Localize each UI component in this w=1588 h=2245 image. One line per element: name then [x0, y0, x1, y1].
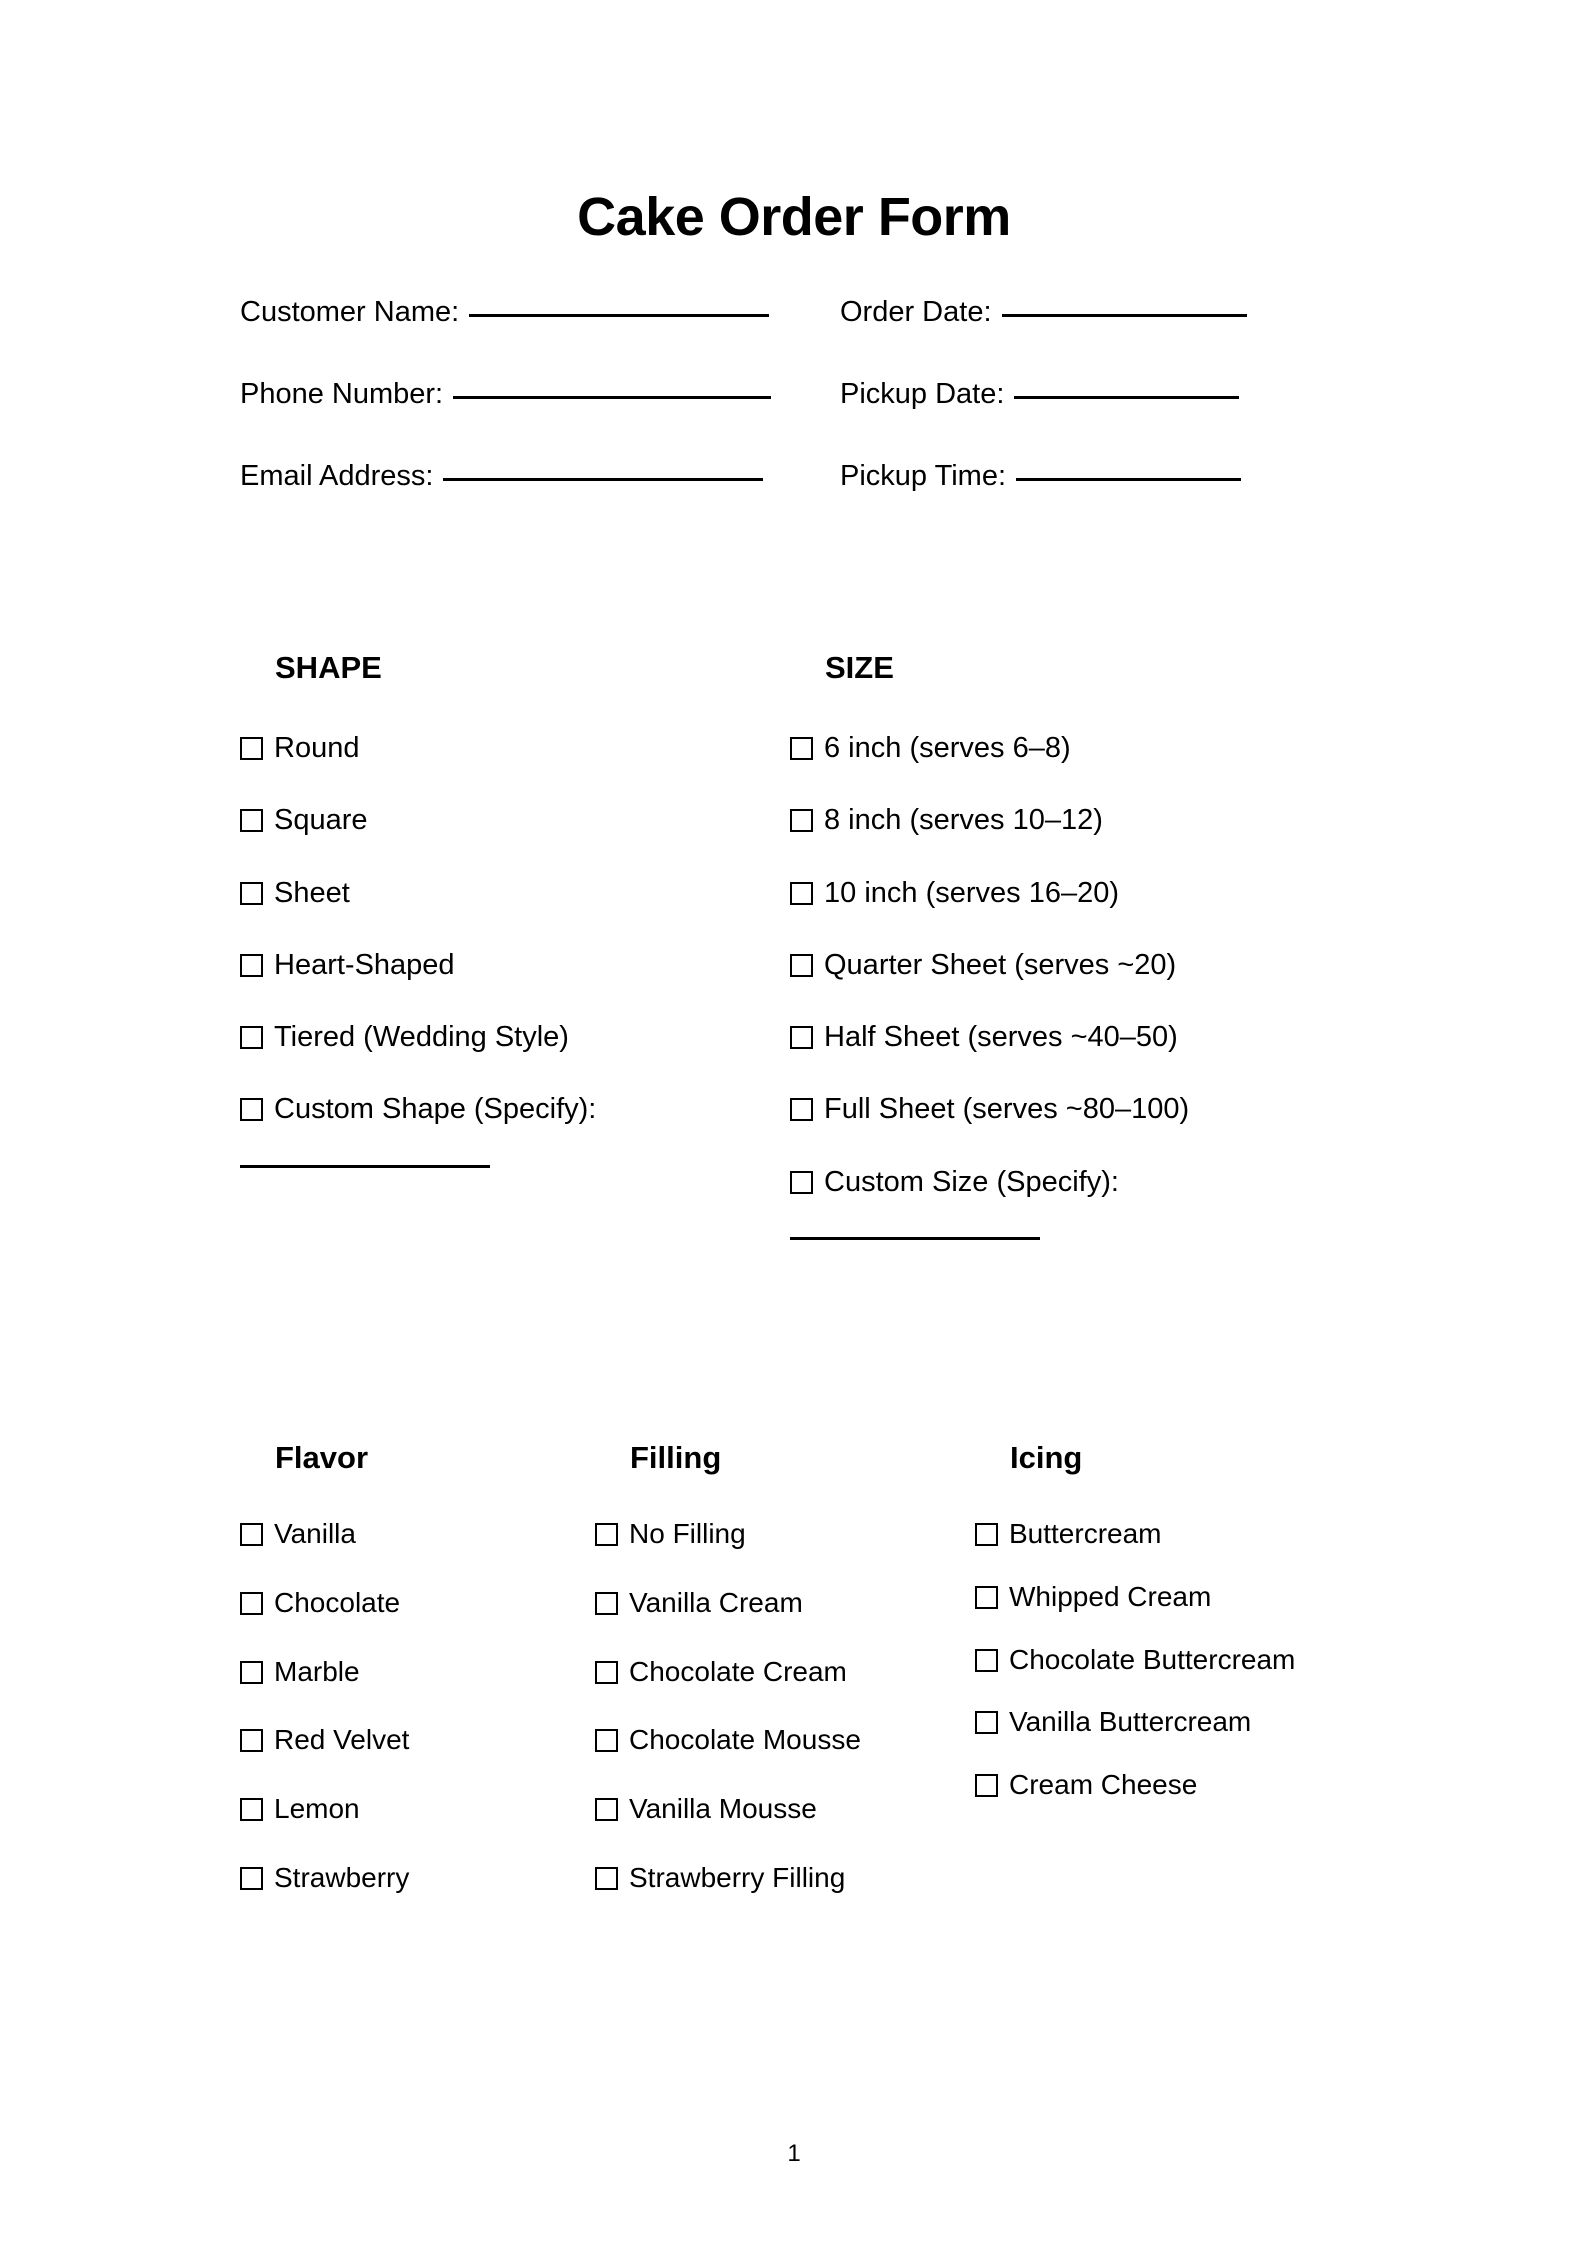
option-label: Vanilla Buttercream — [1009, 1706, 1252, 1738]
icing-option-whipped-cream[interactable] — [975, 1579, 1395, 1615]
info-row — [240, 460, 1360, 542]
option-label: Strawberry Filling — [629, 1862, 846, 1894]
filling-column — [595, 1440, 975, 1929]
shape-size-section — [240, 650, 1400, 1240]
checkbox-icon[interactable] — [595, 1729, 618, 1752]
checkbox-icon[interactable] — [595, 1523, 618, 1546]
filling-option-vanilla-mousse[interactable] — [595, 1791, 975, 1827]
checkbox-icon[interactable] — [975, 1774, 998, 1797]
option-label: 10 inch (serves 16–20) — [824, 876, 1119, 909]
shape-option-round[interactable] — [240, 730, 790, 766]
filling-option-strawberry-filling[interactable] — [595, 1860, 975, 1896]
option-label: Chocolate Mousse — [629, 1724, 861, 1756]
size-option-10-inch[interactable] — [790, 875, 1400, 911]
field-phone-number — [240, 378, 840, 411]
option-label: Custom Shape (Specify): — [274, 1093, 597, 1126]
field-customer-name — [240, 296, 840, 329]
shape-option-heart-shaped[interactable] — [240, 947, 790, 983]
page-number: 1 — [787, 2140, 801, 2167]
option-label: Heart-Shaped — [274, 948, 455, 981]
field-pickup-time — [840, 460, 1360, 493]
checkbox-icon[interactable] — [240, 1661, 263, 1684]
shape-column — [240, 650, 790, 1240]
shape-option-sheet[interactable] — [240, 875, 790, 911]
option-label: Quarter Sheet (serves ~20) — [824, 948, 1177, 981]
option-label: Cream Cheese — [1009, 1769, 1198, 1801]
checkbox-icon[interactable] — [240, 1026, 263, 1049]
custom-shape-input-line[interactable] — [240, 1164, 490, 1168]
shape-option-tiered[interactable] — [240, 1019, 790, 1055]
icing-option-vanilla-buttercream[interactable] — [975, 1704, 1395, 1740]
flavor-heading: Flavor — [275, 1440, 369, 1475]
option-label: Marble — [274, 1655, 360, 1687]
phone-number-input-line[interactable] — [453, 395, 771, 399]
icing-option-chocolate-buttercream[interactable] — [975, 1642, 1395, 1678]
option-label: Custom Size (Specify): — [824, 1165, 1119, 1198]
option-label: Buttercream — [1009, 1518, 1162, 1549]
checkbox-icon[interactable] — [240, 1729, 263, 1752]
pickup-time-label: Pickup Time: — [840, 460, 1006, 492]
size-option-full-sheet[interactable] — [790, 1091, 1400, 1127]
flavor-option-lemon[interactable] — [240, 1791, 595, 1827]
flavor-option-strawberry[interactable] — [240, 1860, 595, 1896]
option-label: Strawberry — [274, 1862, 410, 1894]
custom-size-input-line[interactable] — [790, 1236, 1040, 1240]
checkbox-icon[interactable] — [975, 1586, 998, 1609]
option-label: Vanilla — [274, 1518, 356, 1549]
email-address-input-line[interactable] — [443, 477, 763, 481]
size-column — [790, 650, 1400, 1240]
option-label: Chocolate — [274, 1586, 401, 1618]
pickup-date-label: Pickup Date: — [840, 378, 1005, 410]
option-label: No Filling — [629, 1518, 746, 1549]
option-label: Half Sheet (serves ~40–50) — [824, 1021, 1178, 1053]
icing-option-cream-cheese[interactable] — [975, 1767, 1395, 1803]
flavor-option-vanilla[interactable] — [240, 1516, 595, 1552]
option-label: Red Velvet — [274, 1724, 410, 1756]
customer-info-block — [240, 296, 1360, 542]
option-label: Sheet — [274, 876, 350, 909]
checkbox-icon[interactable] — [790, 1098, 813, 1121]
checkbox-icon[interactable] — [240, 737, 263, 760]
filling-heading: Filling — [630, 1440, 722, 1475]
checkbox-icon[interactable] — [240, 1592, 263, 1615]
email-address-label: Email Address: — [240, 460, 434, 492]
filling-option-chocolate-mousse[interactable] — [595, 1722, 975, 1758]
order-date-input-line[interactable] — [1002, 313, 1247, 317]
option-label: Vanilla Cream — [629, 1586, 803, 1618]
info-row — [240, 378, 1360, 460]
checkbox-icon[interactable] — [790, 737, 813, 760]
shape-option-custom[interactable] — [240, 1091, 790, 1127]
checkbox-icon[interactable] — [595, 1867, 618, 1890]
customer-name-label: Customer Name: — [240, 296, 460, 328]
checkbox-icon[interactable] — [240, 1098, 263, 1121]
checkbox-icon[interactable] — [790, 954, 813, 977]
checkbox-icon[interactable] — [240, 1798, 263, 1821]
option-label: Whipped Cream — [1009, 1580, 1212, 1612]
shape-option-square[interactable] — [240, 802, 790, 838]
checkbox-icon[interactable] — [595, 1592, 618, 1615]
icing-column — [975, 1440, 1395, 1929]
flavor-option-marble[interactable] — [240, 1654, 595, 1690]
checkbox-icon[interactable] — [790, 809, 813, 832]
field-pickup-date — [840, 378, 1360, 411]
checkbox-icon[interactable] — [790, 1026, 813, 1049]
checkbox-icon[interactable] — [595, 1798, 618, 1821]
size-option-custom[interactable] — [790, 1164, 1400, 1200]
checkbox-icon[interactable] — [975, 1711, 998, 1734]
filling-option-no-filling[interactable] — [595, 1516, 975, 1552]
size-option-quarter-sheet[interactable] — [790, 947, 1400, 983]
option-label: Lemon — [274, 1793, 360, 1825]
pickup-time-input-line[interactable] — [1016, 477, 1241, 481]
field-order-date — [840, 296, 1360, 329]
filling-option-vanilla-cream[interactable] — [595, 1585, 975, 1621]
option-label: Chocolate Cream — [629, 1655, 847, 1687]
option-label: 8 inch (serves 10–12) — [824, 804, 1103, 837]
checkbox-icon[interactable] — [240, 954, 263, 977]
order-date-label: Order Date: — [840, 296, 992, 328]
checkbox-icon[interactable] — [240, 882, 263, 905]
option-label: Chocolate Buttercream — [1009, 1643, 1296, 1675]
size-option-6-inch[interactable] — [790, 730, 1400, 766]
flavor-option-chocolate[interactable] — [240, 1585, 595, 1621]
size-option-8-inch[interactable] — [790, 802, 1400, 838]
option-label: Full Sheet (serves ~80–100) — [824, 1093, 1190, 1126]
option-label: Round — [274, 732, 360, 764]
checkbox-icon[interactable] — [790, 1171, 813, 1194]
flavor-option-red-velvet[interactable] — [240, 1722, 595, 1758]
customer-name-input-line[interactable] — [469, 313, 769, 317]
checkbox-icon[interactable] — [595, 1661, 618, 1684]
icing-option-buttercream[interactable] — [975, 1516, 1395, 1552]
option-label: Square — [274, 804, 368, 837]
flavor-column — [240, 1440, 595, 1929]
field-email-address — [240, 460, 840, 493]
option-label: Vanilla Mousse — [629, 1793, 817, 1825]
checkbox-icon[interactable] — [240, 1523, 263, 1546]
checkbox-icon[interactable] — [240, 809, 263, 832]
size-option-half-sheet[interactable] — [790, 1019, 1400, 1055]
flavor-filling-icing-section — [240, 1440, 1420, 1929]
checkbox-icon[interactable] — [975, 1523, 998, 1546]
size-heading: SIZE — [825, 650, 894, 685]
filling-option-chocolate-cream[interactable] — [595, 1654, 975, 1690]
shape-heading: SHAPE — [275, 650, 382, 685]
pickup-date-input-line[interactable] — [1014, 395, 1239, 399]
checkbox-icon[interactable] — [240, 1867, 263, 1890]
page-title: Cake Order Form — [577, 187, 1011, 247]
phone-number-label: Phone Number: — [240, 378, 444, 410]
checkbox-icon[interactable] — [790, 882, 813, 905]
info-row — [240, 296, 1360, 378]
option-label: 6 inch (serves 6–8) — [824, 732, 1071, 764]
option-label: Tiered (Wedding Style) — [274, 1021, 569, 1053]
checkbox-icon[interactable] — [975, 1649, 998, 1672]
icing-heading: Icing — [1010, 1440, 1083, 1475]
